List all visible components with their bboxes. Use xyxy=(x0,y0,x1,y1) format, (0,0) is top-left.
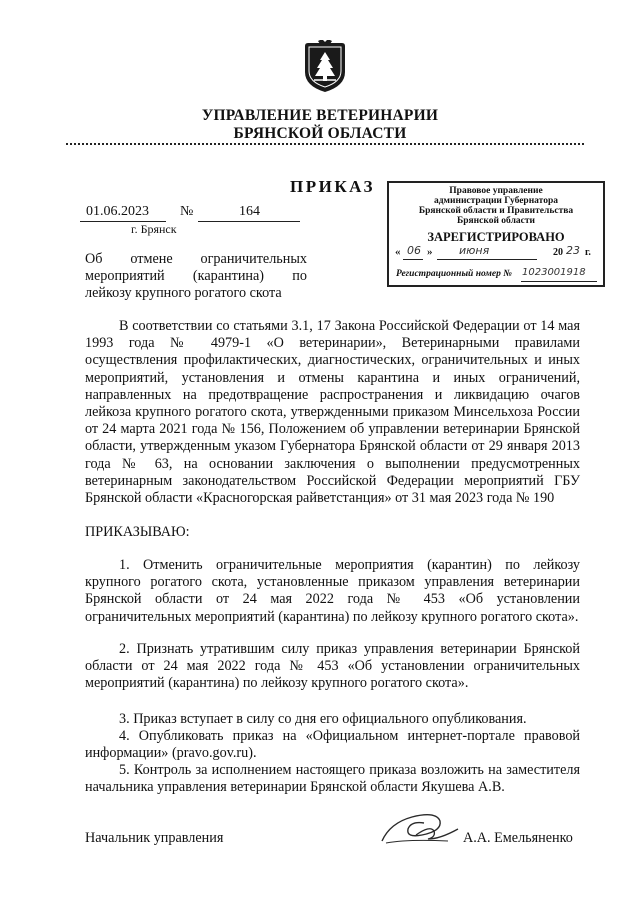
document-number: 164 xyxy=(239,204,260,219)
signatory-position: Начальник управления xyxy=(85,830,224,846)
document-date: 01.06.2023 xyxy=(86,204,149,219)
order-item-5: 5. Контроль за исполнением настоящего приказа возложить на заместителя начальника управления ветеринарии Брянской области Якушева А.В. xyxy=(85,762,580,796)
number-underline xyxy=(198,221,300,222)
preamble-paragraph: В соответствии со статьями 3.1, 17 Закона Российской Федерации от 14 мая 1993 года № 4979-1 «О ветеринарии», Ветеринарными правилами осуществления профилактических, диагностических, ограничительных и иных мероприятий, установления и отмены карантина и иных ограничений, направленных на предотвращение распространения и ликвидацию очагов лейкоза крупного рогатого скота, утвержденными приказом Минсельхоза России от 24 марта 2021 года № 156, Положением об управлении ветеринарии Брянской области, утвержденным указом Губернатора Брянской области от 29 января 2013 года № 63, на основании заключения о выполнении предусмотренных ветеринарным законодательством Российской Федерации мероприятий ГБУ Брянской области «Красногорская райветстанция» от 31 мая 2023 года № 190 xyxy=(85,318,580,507)
subject-line-1: Об отмене ограничительных xyxy=(85,251,307,267)
coat-of-arms xyxy=(302,40,348,94)
stamp-month: июня xyxy=(459,244,490,257)
signature-icon xyxy=(378,805,462,851)
stamp-reg-underline xyxy=(521,281,597,282)
stamp-line-2: администрации Губернатора xyxy=(433,196,558,206)
stamp-year-prefix: 20 xyxy=(553,247,563,258)
stamp-day: 06 xyxy=(407,244,421,257)
signatory-name: А.А. Емельяненко xyxy=(463,830,573,846)
document-city: г. Брянск xyxy=(131,222,177,236)
stamp-reg-number: 1023001918 xyxy=(522,267,586,278)
stamp-line-3: Брянской области и Правительства xyxy=(418,206,574,216)
stamp-reg-label: Регистрационный номер № xyxy=(396,269,512,279)
handwritten-signature xyxy=(378,805,462,851)
subject-line-3: лейкозу крупного рогатого скота xyxy=(85,285,282,301)
order-word: ПРИКАЗЫВАЮ: xyxy=(85,524,190,540)
subject-line-2: мероприятий (карантина) по xyxy=(85,268,307,284)
stamp-day-underline xyxy=(403,259,423,260)
header-divider xyxy=(66,143,584,145)
order-item-3: 3. Приказ вступает в силу со дня его официального опубликования. xyxy=(119,711,527,727)
order-item-4: 4. Опубликовать приказ на «Официальном интернет-портале правовой информации» (pravo.gov.ru). xyxy=(85,728,580,762)
stamp-registered: ЗАРЕГИСТРИРОВАНО xyxy=(427,230,565,244)
bryansk-coat-of-arms-icon xyxy=(302,40,348,94)
stamp-line-4: Брянской области xyxy=(456,216,536,226)
document-type-title: ПРИКАЗ xyxy=(290,177,375,196)
stamp-quote-close: » xyxy=(427,246,433,258)
registration-stamp xyxy=(387,181,605,287)
stamp-year-suffix: 23 xyxy=(566,244,580,257)
stamp-line-1: Правовое управление xyxy=(449,186,543,196)
order-item-1: 1. Отменить ограничительные мероприятия (карантин) по лейкозу крупного рогатого скота, установленные приказом управления ветеринарии Брянской области от 24 мая 2022 года № 453 «Об установлении ограничительных мероприятий (карантина) по лейкозу крупного рогатого скота». xyxy=(85,557,580,625)
org-name-line1: УПРАВЛЕНИЕ ВЕТЕРИНАРИИ xyxy=(201,107,439,124)
stamp-year-unit: г. xyxy=(585,247,591,258)
order-item-2: 2. Признать утратившим силу приказ управления ветеринарии Брянской области от 24 мая 2022 года № 453 «Об установлении ограничительных мероприятий (карантина) по лейкозу крупного рогатого скота». xyxy=(85,641,580,692)
stamp-quote-open: « xyxy=(395,246,401,258)
stamp-month-underline xyxy=(437,259,537,260)
org-name-line2: БРЯНСКОЙ ОБЛАСТИ xyxy=(233,125,407,142)
number-sign: № xyxy=(180,204,194,219)
